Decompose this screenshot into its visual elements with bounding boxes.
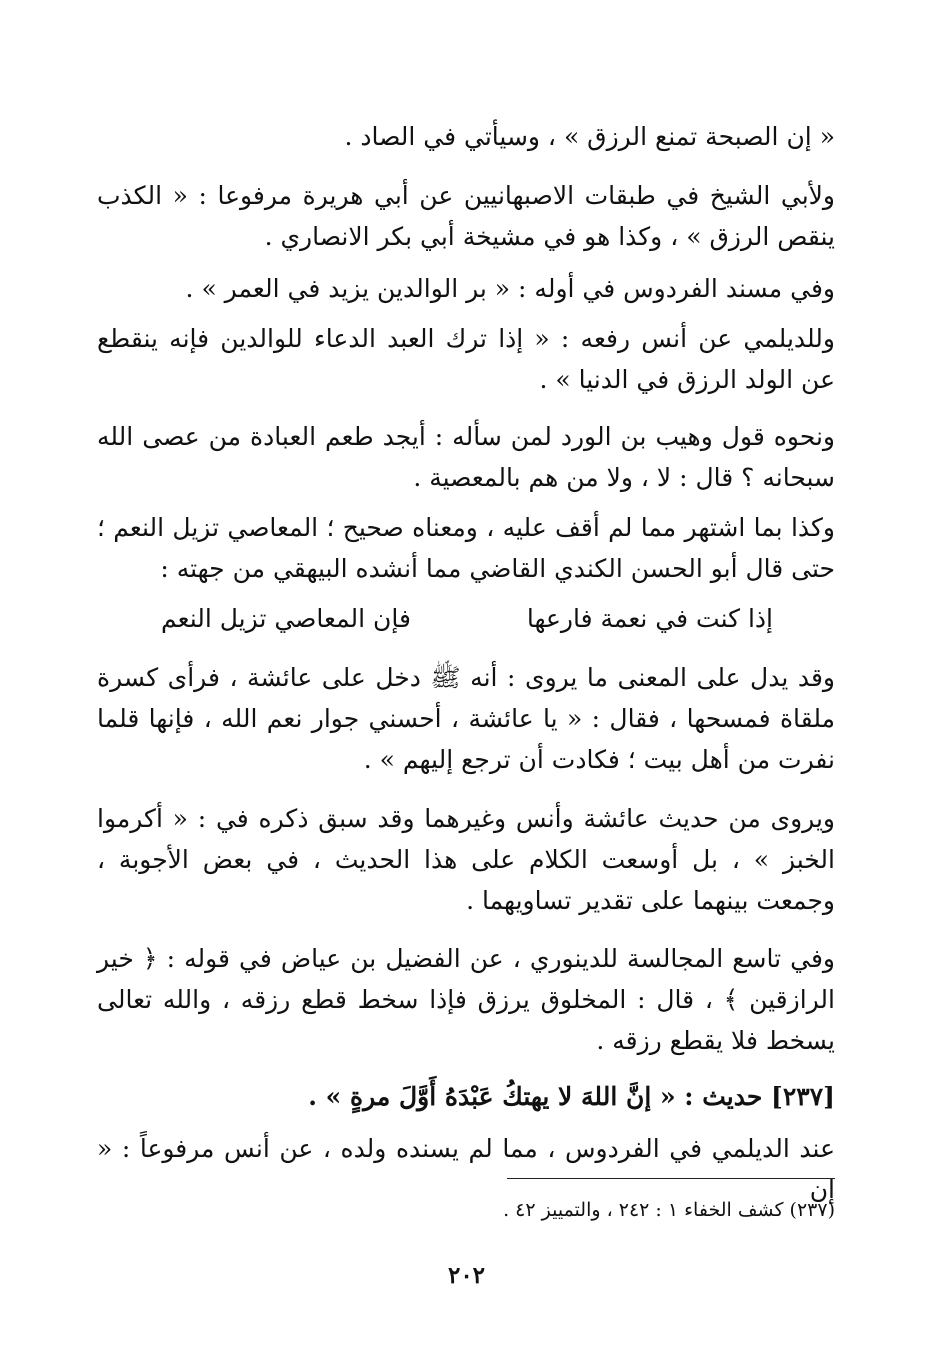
paragraph-daylami-firdaws: عند الديلمي في الفردوس ، مما لم يسنده ولده ، عن أنس مرفوعاً : « إن <box>97 1134 835 1204</box>
paragraph-musnad-firdaws: وفي مسند الفردوس في أوله : « بر الوالدين يزيد في العمر » . <box>185 274 835 303</box>
paragraph-abu-shaykh: ولأبي الشيخ في طبقات الاصبهانيين عن أبي هريرة مرفوعا : « الكذب ينقص الرزق » ، وكذا هو في مشيخة أبي بكر الانصاري . <box>97 181 835 251</box>
paragraph-wuhayb: ونحوه قول وهيب بن الورد لمن سأله : أيجد طعم العبادة من عصى الله سبحانه ؟ قال : لا ، ولا من هم بالمعصية . <box>97 422 835 492</box>
verse-second-hemistich: فإن المعاصي تزيل النعم <box>161 604 411 633</box>
page-number: ٢٠٢ <box>447 1262 486 1289</box>
verse-first-hemistich: إذا كنت في نعمة فارعها <box>526 604 773 633</box>
poetry-verse <box>161 598 773 639</box>
paragraph-aisha-bread: وقد يدل على المعنى ما يروى : أنه ﷺ دخل على عائشة ، فرأى كسرة ملقاة فمسحها ، فقال : « يا عائشة ، أحسني جوار نعم الله ، فإنها قلما نفرت من أهل بيت ؛ فكادت أن ترجع إليهم » . <box>97 663 835 774</box>
paragraph-sabha: « إن الصبحة تمنع الرزق » ، وسيأتي في الصاد . <box>344 122 835 151</box>
hadith-heading-237: [٢٣٧] حديث : « إنَّ اللهَ لا يهتكُ عَبْدَهُ أَوَّلَ مرةٍ » . <box>308 1082 835 1111</box>
paragraph-maasi: وكذا بما اشتهر مما لم أقف عليه ، ومعناه صحيح ؛ المعاصي تزيل النعم ؛ حتى قال أبو الحسن الكندي القاضي مما أنشده البيهقي من جهته : <box>97 513 835 583</box>
paragraph-daylami-anas: وللديلمي عن أنس رفعه : « إذا ترك العبد الدعاء للوالدين فإنه ينقطع عن الولد الرزق في الدنيا » . <box>97 324 835 394</box>
paragraph-akrimu-khubz: ويروى من حديث عائشة وأنس وغيرهما وقد سبق ذكره في : « أكرموا الخبز » ، بل أوسعت الكلام على هذا الحديث ، في بعض الأجوبة ، وجمعت بينهما على تقدير تساويهما . <box>97 804 835 915</box>
footnote-separator <box>507 1178 835 1179</box>
paragraph-dinawari: وفي تاسع المجالسة للدينوري ، عن الفضيل بن عياض في قوله : ﴿ خير الرازقين ﴾ ، قال : المخلوق يرزق فإذا سخط قطع رزقه ، والله تعالى يسخط فلا يقطع رزقه . <box>97 944 835 1055</box>
footnote-237: (٢٣٧) كشف الخفاء ١ : ٢٤٢ ، والتمييز ٤٢ . <box>503 1199 835 1221</box>
